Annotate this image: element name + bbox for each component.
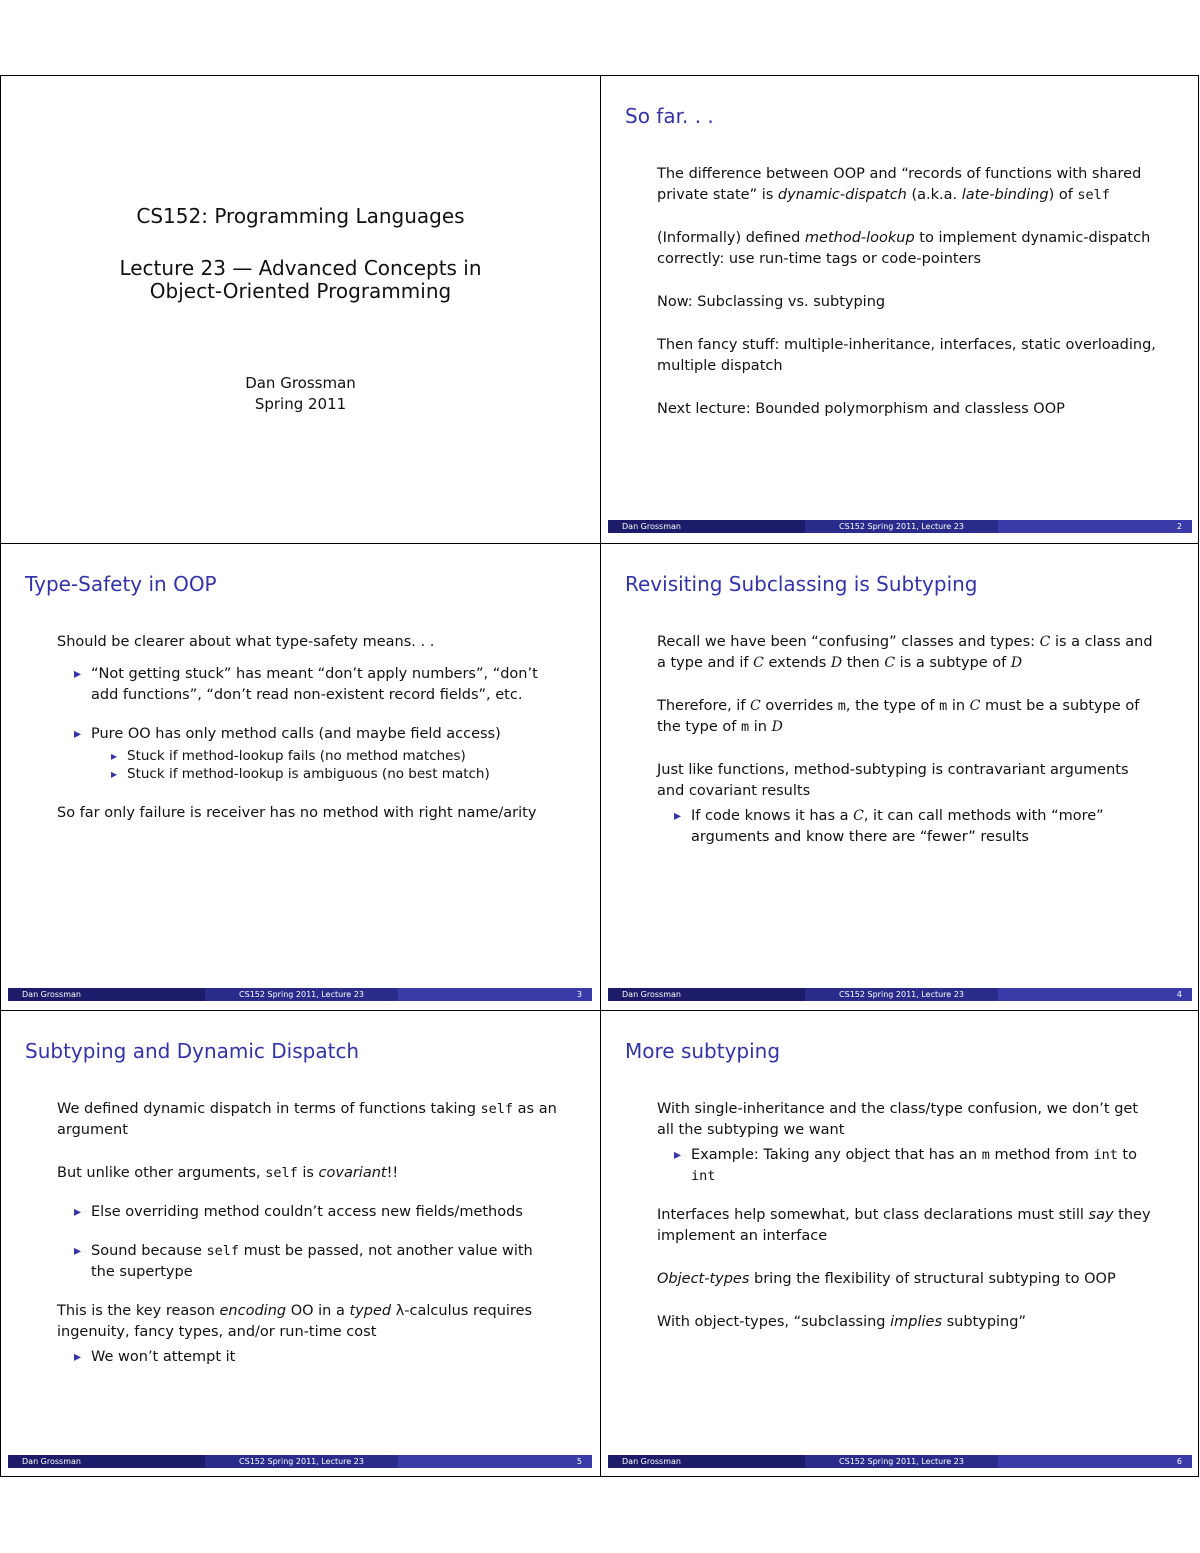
- bullet-item: ▸ If code knows it has a C, it can call methods with “more” arguments and know there are “fewer” results: [657, 806, 1157, 848]
- paragraph: We defined dynamic dispatch in terms of functions taking self as an argument: [57, 1101, 557, 1138]
- footer-course: CS152 Spring 2011, Lecture 23: [805, 988, 998, 1001]
- slide-footer: [608, 988, 1192, 1001]
- footer-course: CS152 Spring 2011, Lecture 23: [805, 520, 998, 533]
- slide-4: [601, 544, 1200, 1011]
- paragraph: Should be clearer about what type-safety means. . .: [57, 634, 435, 650]
- paragraph: Next lecture: Bounded polymorphism and classless OOP: [657, 401, 1065, 417]
- bullet-item: ▸ We won’t attempt it: [57, 1347, 557, 1368]
- slide-3: [1, 544, 600, 1011]
- slide-2: [601, 76, 1200, 543]
- paragraph: Interfaces help somewhat, but class declarations must still say they implement an interface: [657, 1207, 1151, 1244]
- bullet-item: ▸ “Not getting stuck” has meant “don’t apply numbers”, “don’t add functions”, “don’t read non-existent record fields”, etc.: [57, 664, 557, 706]
- footer-author: Dan Grossman: [608, 1455, 805, 1468]
- slide-title: Subtyping and Dynamic Dispatch: [25, 1039, 360, 1063]
- slide-footer: [608, 1455, 1192, 1468]
- lecture-title-line1: Lecture 23 — Advanced Concepts in: [119, 256, 482, 280]
- footer-author: Dan Grossman: [608, 520, 805, 533]
- paragraph: Therefore, if C overrides m, the type of m in C must be a subtype of the type of m in D: [657, 698, 1140, 735]
- slide-body: [57, 632, 557, 846]
- paragraph: Just like functions, method-subtyping is contravariant arguments and covariant results: [657, 762, 1129, 799]
- slide-title: Revisiting Subclassing is Subtyping: [625, 572, 978, 596]
- footer-course: CS152 Spring 2011, Lecture 23: [805, 1455, 998, 1468]
- slide-footer: [608, 520, 1192, 533]
- slide-body: [657, 164, 1157, 442]
- paragraph: Recall we have been “confusing” classes and types: C is a class and a type and if C extends D then C is a subtype of D: [657, 634, 1153, 671]
- paragraph: (Informally) defined method-lookup to implement dynamic-dispatch correctly: use run-time tags or code-pointers: [657, 230, 1151, 267]
- slide-grid: [0, 75, 1199, 1477]
- footer-author: Dan Grossman: [8, 1455, 205, 1468]
- footer-author: Dan Grossman: [8, 988, 205, 1001]
- footer-course: CS152 Spring 2011, Lecture 23: [205, 1455, 398, 1468]
- bullet-item: ▸ Example: Taking any object that has an m method from int to int: [657, 1145, 1157, 1187]
- bullet-item: ▸ Pure OO has only method calls (and maybe field access): [57, 724, 557, 745]
- bullet-item: ▸ Else overriding method couldn’t access new fields/methods: [57, 1202, 557, 1223]
- slide-5: [1, 1011, 600, 1478]
- paragraph: With object-types, “subclassing implies subtyping”: [657, 1314, 1026, 1330]
- slide-footer: [8, 988, 592, 1001]
- paragraph: Then fancy stuff: multiple-inheritance, interfaces, static overloading, multiple dispatch: [657, 337, 1156, 374]
- date: Spring 2011: [254, 395, 347, 413]
- author-block: [1, 373, 600, 415]
- footer-page-number: 4: [998, 988, 1192, 1001]
- lecture-title-line2: Object-Oriented Programming: [149, 279, 452, 303]
- footer-page-number: 3: [398, 988, 592, 1001]
- slide-body: [57, 1099, 557, 1386]
- sub-bullet-list: [57, 747, 557, 783]
- slide-footer: [8, 1455, 592, 1468]
- sub-bullet-item: ▸ Stuck if method-lookup is ambiguous (no best match): [57, 765, 557, 783]
- paragraph: This is the key reason encoding OO in a typed λ-calculus requires ingenuity, fancy types, and/or run-time cost: [57, 1303, 533, 1340]
- course-title: CS152: Programming Languages: [136, 204, 465, 228]
- paragraph: Now: Subclassing vs. subtyping: [657, 294, 886, 310]
- slide-body: [657, 1099, 1157, 1355]
- paragraph: With single-inheritance and the class/type confusion, we don’t get all the subtyping we want: [657, 1101, 1139, 1138]
- paragraph: So far only failure is receiver has no method with right name/arity: [57, 805, 537, 821]
- footer-author: Dan Grossman: [608, 988, 805, 1001]
- footer-page-number: 5: [398, 1455, 592, 1468]
- paragraph: Object-types bring the flexibility of structural subtyping to OOP: [657, 1271, 1116, 1287]
- author-name: Dan Grossman: [245, 374, 356, 392]
- slide-6: [601, 1011, 1200, 1478]
- slide-1: [1, 76, 600, 543]
- sub-bullet-item: ▸ Stuck if method-lookup fails (no method matches): [57, 747, 557, 765]
- slide-body: [657, 632, 1157, 866]
- footer-course: CS152 Spring 2011, Lecture 23: [205, 988, 398, 1001]
- paragraph: The difference between OOP and “records of functions with shared private state” is dynamic-dispatch (a.k.a. late-binding) of self: [657, 166, 1142, 203]
- slide-title: Type-Safety in OOP: [25, 572, 217, 596]
- slide-title: So far. . .: [625, 104, 714, 128]
- lecture-title: [1, 257, 600, 303]
- paragraph: But unlike other arguments, self is covariant!!: [57, 1165, 399, 1181]
- footer-page-number: 2: [998, 520, 1192, 533]
- bullet-item: ▸ Sound because self must be passed, not another value with the supertype: [57, 1241, 557, 1283]
- footer-page-number: 6: [998, 1455, 1192, 1468]
- slide-title: More subtyping: [625, 1039, 781, 1063]
